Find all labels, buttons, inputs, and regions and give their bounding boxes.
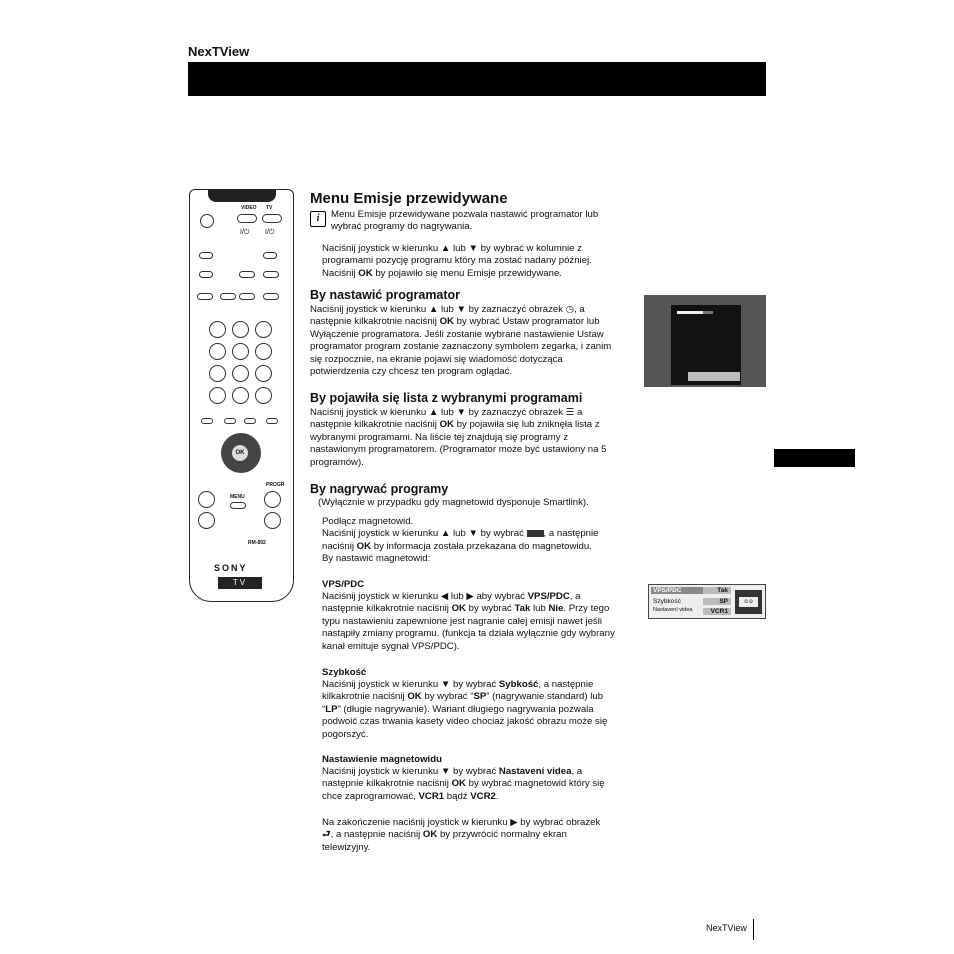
section-header-title: NexTView: [188, 44, 250, 59]
video-power-button: [237, 214, 257, 223]
remote-small-button: [199, 252, 213, 259]
number-button: [232, 387, 249, 404]
remote-small-button: [199, 271, 213, 278]
record-section-title: By nagrywać programy: [310, 482, 449, 496]
list-section-title: By pojawiła się lista z wybranymi programami: [310, 391, 583, 405]
vcr-setup-text: Naciśnij joystick w kierunku ▼ by wybrać Nastavení videa, a następnie kilkakrotnie naciśnij OK by wybrać magnetowid który się chce zaprogramować, VCR1 bądź VCR2.: [322, 766, 605, 802]
remote-small-button: [266, 418, 278, 424]
remote-small-button: [224, 418, 236, 424]
footer-rule: [753, 919, 754, 940]
brand-logo: SONY: [214, 563, 248, 573]
power-icon: I/⏻: [240, 229, 250, 236]
number-button: [232, 343, 249, 360]
remote-ir-window: [208, 190, 276, 202]
volume-down-button: [198, 512, 215, 529]
volume-up-button: [198, 491, 215, 508]
remote-menu-label: MENU: [230, 494, 245, 500]
remote-small-button: [263, 252, 277, 259]
tv-menu-strip: [677, 311, 703, 314]
record-steps: Podłącz magnetowid. Naciśnij joystick w kierunku ▲ lub ▼ by wybrać , a następnie naciśnij OK by informacja została przekazana do magnetowidu. By nastawić magnetowid:: [322, 516, 599, 565]
section-title: Menu Emisje przewidywane: [310, 190, 508, 207]
vps-pdc-value: Tak: [703, 587, 731, 594]
side-tab-marker: [774, 449, 855, 467]
program-up-button: [264, 491, 281, 508]
vcr-setup-subtitle: Nastawienie magnetowidu: [322, 754, 442, 765]
tv-power-button: [262, 214, 282, 223]
number-button: [209, 321, 226, 338]
mute-button: [200, 214, 214, 228]
vps-subtitle: VPS/PDC: [322, 579, 365, 590]
program-down-button: [264, 512, 281, 529]
footer-label: NexTView: [706, 923, 747, 933]
joystick-ok-button: OK: [232, 445, 248, 461]
number-button: [255, 343, 272, 360]
timer-section-text: Naciśnij joystick w kierunku ▲ lub ▼ by zaznaczyć obrazek ◷, a następnie kilkakrotnie naciśnij OK by wybrać Ustaw programator lub Wyłączenie programatora. Jeśli zostanie wybrane nastawienie Ustaw programator program zostanie zaznaczony symbolem zegarka, i zanim się rozpocznie, na ekranie pojawi się wiadomość dotycząca potwierdzenia czy chcesz ten program oglądać.: [310, 304, 612, 378]
number-button: [255, 365, 272, 382]
number-button: [255, 321, 272, 338]
number-button: [209, 343, 226, 360]
return-icon: ⮐: [322, 829, 331, 841]
remote-small-button: [220, 293, 236, 300]
speed-text: Naciśnij joystick w kierunku ▼ by wybrać Sybkość, a następnie kilkakrotnie naciśnij OK by wybrać “SP” (nagrywanie standard) lub “LP” (długie nagrywanie). Wariant długiego nagrywania pozwala podwoić czas trwania kasety video chociaż jakość obrazu może się pogorszyć.: [322, 679, 608, 740]
remote-video-label: VIDEO: [241, 205, 257, 211]
menu-button: [230, 502, 246, 509]
remote-tv-label: TV: [266, 205, 273, 211]
remote-small-button: [239, 271, 255, 278]
speed-value: SP: [703, 598, 731, 605]
remote-small-button: [201, 418, 213, 424]
list-section-text: Naciśnij joystick w kierunku ▲ lub ▼ by zaznaczyć obrazek ☰ a następnie kilkakrotnie naciśnij OK by pojawiła się lub zniknęła lista z wybranymi programami. Na liście tej znajdują się programy z nastawionym programatorem. (Programator może być ustawiony na 5 programów).: [310, 407, 607, 468]
vcr-setup-value: VCR1: [703, 608, 731, 615]
remote-small-button: [239, 293, 255, 300]
remote-progr-label: PROGR: [266, 482, 285, 488]
number-button: [209, 387, 226, 404]
remote-small-button: [263, 293, 279, 300]
intro-steps: Naciśnij joystick w kierunku ▲ lub ▼ by wybrać w kolumnie z programami pozycję programu który ma zostać nadany później. Naciśnij OK by pojawiło się menu Emisje przewidywane.: [322, 243, 592, 279]
number-button: [209, 365, 226, 382]
remote-small-button: [263, 271, 279, 278]
number-button: [232, 321, 249, 338]
tv-badge: TV: [218, 577, 262, 589]
record-note: (Wyłącznie w przypadku gdy magnetowid dysponuje Smartlink).: [318, 497, 589, 508]
intro-text: Menu Emisje przewidywane pozwala nastawić programator lub wybrać programy do nagrywania.: [331, 209, 599, 233]
info-icon: i: [310, 211, 326, 227]
cassette-window: o o: [739, 597, 758, 607]
vps-text: Naciśnij joystick w kierunku ◀ lub ▶ aby wybrać VPS/PDC, a następnie kilkakrotnie naciśnij OK by wybrać Tak lub Nie. Przy tego typu nastawieniu zapewnione jest nagranie całej emisji nawet jeśli nastąpiły zmiany programu. (funkcja ta działa wyłącznie gdy wybrany kanał emituje sygnał VPS/PDC).: [322, 591, 615, 652]
speed-subtitle: Szybkość: [322, 667, 367, 678]
vcr-icon: [527, 530, 544, 537]
remote-model-label: RM-892: [248, 540, 266, 546]
finish-text: Na zakończenie naciśnij joystick w kierunku ▶ by wybrać obrazek ⮐, a następnie naciśnij OK by przywrócić normalny ekran telewizyjny.: [322, 817, 601, 853]
remote-small-button: [197, 293, 213, 300]
number-button: [232, 365, 249, 382]
tv-icon-bar: [688, 372, 740, 381]
vps-pdc-label: VPS/PDC: [651, 587, 705, 594]
power-icon: I/⏻: [265, 229, 275, 236]
remote-small-button: [244, 418, 256, 424]
number-button: [255, 387, 272, 404]
header-bar: [188, 62, 766, 96]
vcr-setup-label: Nastavení videa: [653, 607, 693, 613]
timer-section-title: By nastawić programator: [310, 288, 461, 302]
speed-label: Szybkość: [653, 598, 681, 605]
tv-menu-strip: [703, 311, 713, 314]
